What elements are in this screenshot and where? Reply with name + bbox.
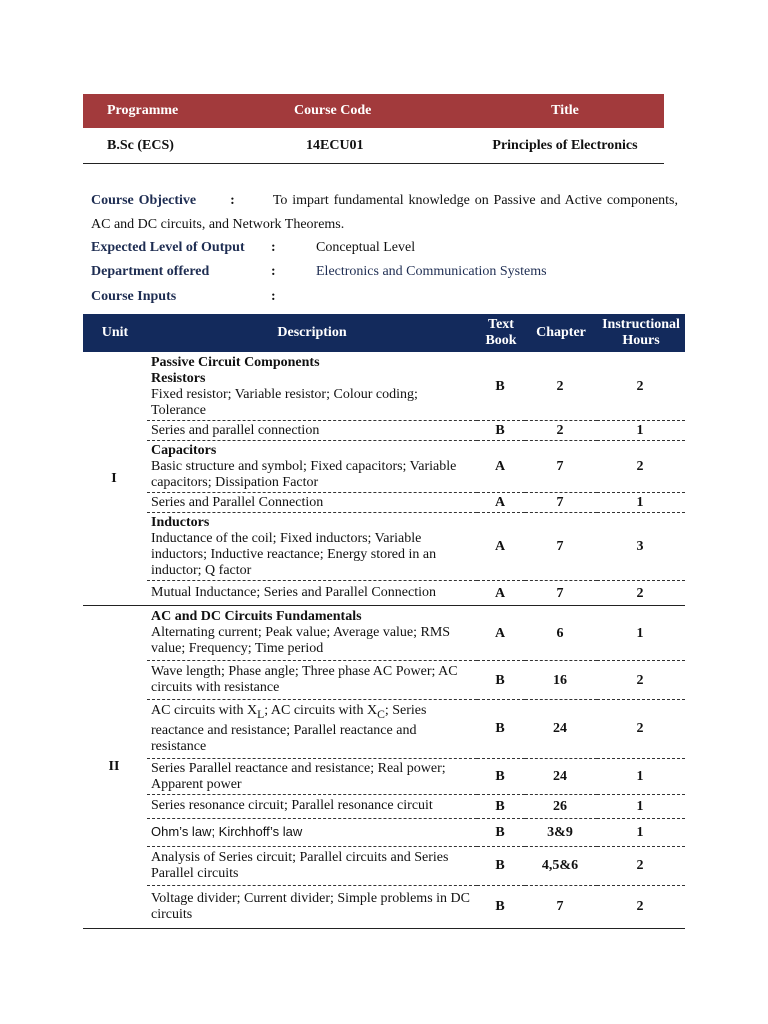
row-chapter: 7 xyxy=(525,441,597,493)
row-text: Series and Parallel Connection xyxy=(147,493,477,513)
row-chapter: 7 xyxy=(525,885,597,928)
row-title: AC and DC Circuits Fundamentals xyxy=(151,609,362,624)
table-row xyxy=(83,846,685,885)
syllabus-table xyxy=(83,314,685,929)
expected-output-row xyxy=(91,238,691,258)
row-chapter: 24 xyxy=(525,758,597,794)
row-subtitle: Resistors xyxy=(151,371,206,386)
table-row xyxy=(83,352,685,421)
objective-colon: : xyxy=(230,193,235,208)
row-hours: 2 xyxy=(597,352,685,421)
th-unit: Unit xyxy=(83,314,147,352)
row-chapter: 16 xyxy=(525,661,597,700)
row-chapter: 2 xyxy=(525,421,597,441)
th-chapter: Chapter xyxy=(525,314,597,352)
row-book: B xyxy=(477,794,525,818)
row-text: Ohm’s law; Kirchhoff’s law xyxy=(147,818,477,846)
row-text: Inductance of the coil; Fixed inductors; Variable inductors; Inductive reactance; Energy stored in an inductor; Q factor xyxy=(151,531,437,578)
row-book: A xyxy=(477,493,525,513)
row-hours: 2 xyxy=(597,581,685,606)
row-text: Alternating current; Peak value; Average value; RMS value; Frequency; Time period xyxy=(151,625,451,656)
row-text: Analysis of Series circuit; Parallel circuits and Series Parallel circuits xyxy=(147,846,477,885)
table-row xyxy=(83,421,685,441)
row-hours: 2 xyxy=(597,885,685,928)
row-chapter: 7 xyxy=(525,581,597,606)
row-hours: 1 xyxy=(597,794,685,818)
row-text: Voltage divider; Current divider; Simple problems in DC circuits xyxy=(147,885,477,928)
dept-label: Department offered xyxy=(91,264,210,279)
row-text: Wave length; Phase angle; Three phase AC Power; AC circuits with resistance xyxy=(147,661,477,700)
unit-ii-label: II xyxy=(83,606,147,929)
row-chapter: 26 xyxy=(525,794,597,818)
table-row xyxy=(83,581,685,606)
table-row xyxy=(83,441,685,493)
th-hours: Instructional Hours xyxy=(597,314,685,352)
row-book: A xyxy=(477,513,525,581)
row-chapter: 2 xyxy=(525,352,597,421)
row-book: B xyxy=(477,661,525,700)
table-row xyxy=(83,513,685,581)
row-hours: 1 xyxy=(597,758,685,794)
programme-value: B.Sc (ECS) xyxy=(83,128,271,164)
row-chapter: 7 xyxy=(525,493,597,513)
table-row xyxy=(83,700,685,759)
row-book: B xyxy=(477,818,525,846)
col-course-code: Course Code xyxy=(271,94,466,128)
row-chapter: 6 xyxy=(525,606,597,661)
table-row xyxy=(83,493,685,513)
course-code-value: 14ECU01 xyxy=(271,128,466,164)
objective-label: Course Objective xyxy=(91,193,197,208)
row-chapter: 7 xyxy=(525,513,597,581)
row-text: Series Parallel reactance and resistance; Real power; Apparent power xyxy=(147,758,477,794)
row-book: B xyxy=(477,758,525,794)
row-hours: 1 xyxy=(597,421,685,441)
row-hours: 2 xyxy=(597,661,685,700)
output-colon: : xyxy=(271,240,276,255)
row-text: Basic structure and symbol; Fixed capacitors; Variable capacitors; Dissipation Factor xyxy=(151,459,457,490)
row-hours: 1 xyxy=(597,818,685,846)
dept-colon: : xyxy=(271,264,276,279)
dept-value: Electronics and Communication Systems xyxy=(316,264,547,279)
row-hours: 3 xyxy=(597,513,685,581)
row-book: B xyxy=(477,352,525,421)
objective-text: To impart fundamental knowledge on Passive and Active components, AC and DC circuits, and Network Theorems. xyxy=(91,193,678,232)
row-chapter: 3&9 xyxy=(525,818,597,846)
row-text: Fixed resistor; Variable resistor; Colour coding; Tolerance xyxy=(151,387,418,418)
table-row xyxy=(83,758,685,794)
output-label: Expected Level of Output xyxy=(91,240,245,255)
th-textbook: Text Book xyxy=(477,314,525,352)
th-description: Description xyxy=(147,314,477,352)
table-row xyxy=(83,661,685,700)
course-inputs-row xyxy=(91,287,691,307)
course-objective xyxy=(91,189,678,237)
course-header-table xyxy=(83,94,664,164)
row-hours: 1 xyxy=(597,493,685,513)
output-value: Conceptual Level xyxy=(316,240,416,255)
table-row xyxy=(83,885,685,928)
row-text: Mutual Inductance; Series and Parallel Connection xyxy=(147,581,477,606)
row-book: B xyxy=(477,846,525,885)
row-book: B xyxy=(477,700,525,759)
row-chapter: 24 xyxy=(525,700,597,759)
row-title: Capacitors xyxy=(151,443,217,458)
row-text: AC circuits with $X_L$; AC circuits with $X_C$; Series reactance and resistance; Parallel reactance and resistance xyxy=(147,700,477,759)
row-title: Inductors xyxy=(151,515,210,530)
table-row xyxy=(83,818,685,846)
unit-i-label: I xyxy=(83,352,147,606)
inputs-label: Course Inputs xyxy=(91,289,177,304)
row-hours: 2 xyxy=(597,441,685,493)
table-row xyxy=(83,794,685,818)
row-book: A xyxy=(477,581,525,606)
col-title: Title xyxy=(466,94,664,128)
row-hours: 2 xyxy=(597,700,685,759)
inputs-colon: : xyxy=(271,289,276,304)
row-text: Series and parallel connection xyxy=(147,421,477,441)
row-title: Passive Circuit Components xyxy=(151,355,320,370)
department-row xyxy=(91,262,691,282)
row-hours: 2 xyxy=(597,846,685,885)
col-programme: Programme xyxy=(83,94,271,128)
row-book: A xyxy=(477,606,525,661)
title-value: Principles of Electronics xyxy=(466,128,664,164)
row-chapter: 4,5&6 xyxy=(525,846,597,885)
row-book: B xyxy=(477,885,525,928)
row-book: A xyxy=(477,441,525,493)
row-book: B xyxy=(477,421,525,441)
row-hours: 1 xyxy=(597,606,685,661)
row-text: Series resonance circuit; Parallel resonance circuit xyxy=(147,794,477,818)
table-row xyxy=(83,606,685,661)
